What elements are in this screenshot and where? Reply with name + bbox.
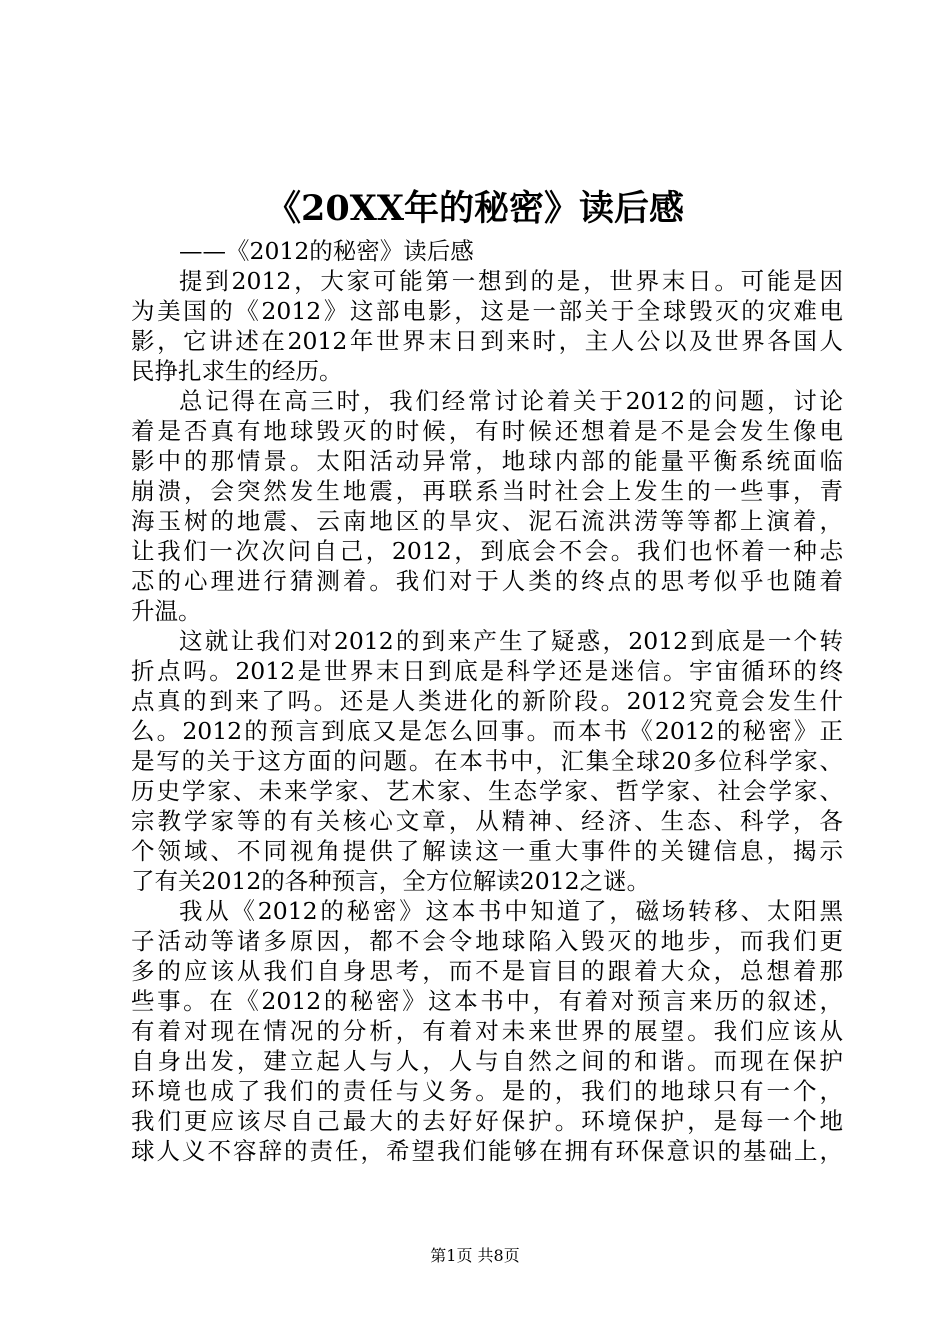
paragraph-line: 总记得在高三时，我们经常讨论着关于2012的问题，讨论 xyxy=(179,387,843,415)
paragraph-line: 提到2012，大家可能第一想到的是，世界末日。可能是因 xyxy=(179,267,843,295)
paragraph-line: 么。2012的预言到底又是怎么回事。而本书《2012的秘密》正 xyxy=(131,717,843,745)
paragraph-line: 升温。 xyxy=(131,597,202,625)
paragraph-line: 影中的那情景。太阳活动异常，地球内部的能量平衡系统面临 xyxy=(131,447,843,475)
paragraph-line: 是写的关于这方面的问题。在本书中，汇集全球20多位科学家、 xyxy=(131,747,843,775)
paragraph xyxy=(131,626,843,896)
paragraph-line: 有着对现在情况的分析，有着对未来世界的展望。我们应该从 xyxy=(131,1017,843,1045)
paragraph-line: 民挣扎求生的经历。 xyxy=(131,357,343,385)
paragraph-line: 自身出发，建立起人与人，人与自然之间的和谐。而现在保护 xyxy=(131,1047,843,1075)
paragraph-line: 这就让我们对2012的到来产生了疑惑，2012到底是一个转 xyxy=(179,627,843,655)
paragraph-line: 让我们一次次问自己，2012，到底会不会。我们也怀着一种忐 xyxy=(131,537,843,565)
paragraph-line: 些事。在《2012的秘密》这本书中，有着对预言来历的叙述， xyxy=(131,987,843,1015)
paragraph xyxy=(131,266,843,386)
paragraph-line: 我们更应该尽自己最大的去好好保护。环境保护，是每一个地 xyxy=(131,1107,843,1135)
paragraph-line: 多的应该从我们自身思考，而不是盲目的跟着大众，总想着那 xyxy=(131,957,843,985)
paragraph-line: 点真的到来了吗。还是人类进化的新阶段。2012究竟会发生什 xyxy=(131,687,843,715)
paragraph-line: 我从《2012的秘密》这本书中知道了，磁场转移、太阳黑 xyxy=(179,897,843,925)
paragraph-line: 个领域、不同视角提供了解读这一重大事件的关键信息，揭示 xyxy=(131,837,843,865)
paragraph-line: 子活动等诸多原因，都不会令地球陷入毁灭的地步，而我们更 xyxy=(131,927,843,955)
document-title: 《20XX年的秘密》读后感 xyxy=(265,188,685,229)
paragraph-line: 忑的心理进行猜测着。我们对于人类的终点的思考似乎也随着 xyxy=(131,567,843,595)
page-number-footer: 第1页 共8页 xyxy=(430,1246,520,1265)
paragraph-line: 历史学家、未来学家、艺术家、生态学家、哲学家、社会学家、 xyxy=(131,777,843,805)
paragraph-line: 着是否真有地球毁灭的时候，有时候还想着是不是会发生像电 xyxy=(131,417,843,445)
paragraph xyxy=(131,386,843,626)
paragraph-line: 为美国的《2012》这部电影，这是一部关于全球毁灭的灾难电 xyxy=(131,297,843,325)
paragraph-line: 宗教学家等的有关核心文章，从精神、经济、生态、科学，各 xyxy=(131,807,843,835)
document-body xyxy=(131,236,843,1166)
paragraph-line: 影，它讲述在2012年世界末日到来时，主人公以及世界各国人 xyxy=(131,327,843,355)
paragraph xyxy=(131,896,843,1166)
paragraph-line: 折点吗。2012是世界末日到底是科学还是迷信。宇宙循环的终 xyxy=(131,657,843,685)
paragraph-line: 球人义不容辞的责任，希望我们能够在拥有环保意识的基础上， xyxy=(131,1137,843,1165)
paragraph-line: 了有关2012的各种预言，全方位解读2012之谜。 xyxy=(131,867,651,895)
document-subtitle: ——《2012的秘密》读后感 xyxy=(179,237,474,265)
paragraph-line: 崩溃，会突然发生地震，再联系当时社会上发生的一些事，青 xyxy=(131,477,843,505)
paragraph-line: 环境也成了我们的责任与义务。是的，我们的地球只有一个， xyxy=(131,1077,843,1105)
paragraph-list xyxy=(131,266,843,1166)
paragraph-line: 海玉树的地震、云南地区的旱灾、泥石流洪涝等等都上演着， xyxy=(131,507,843,535)
